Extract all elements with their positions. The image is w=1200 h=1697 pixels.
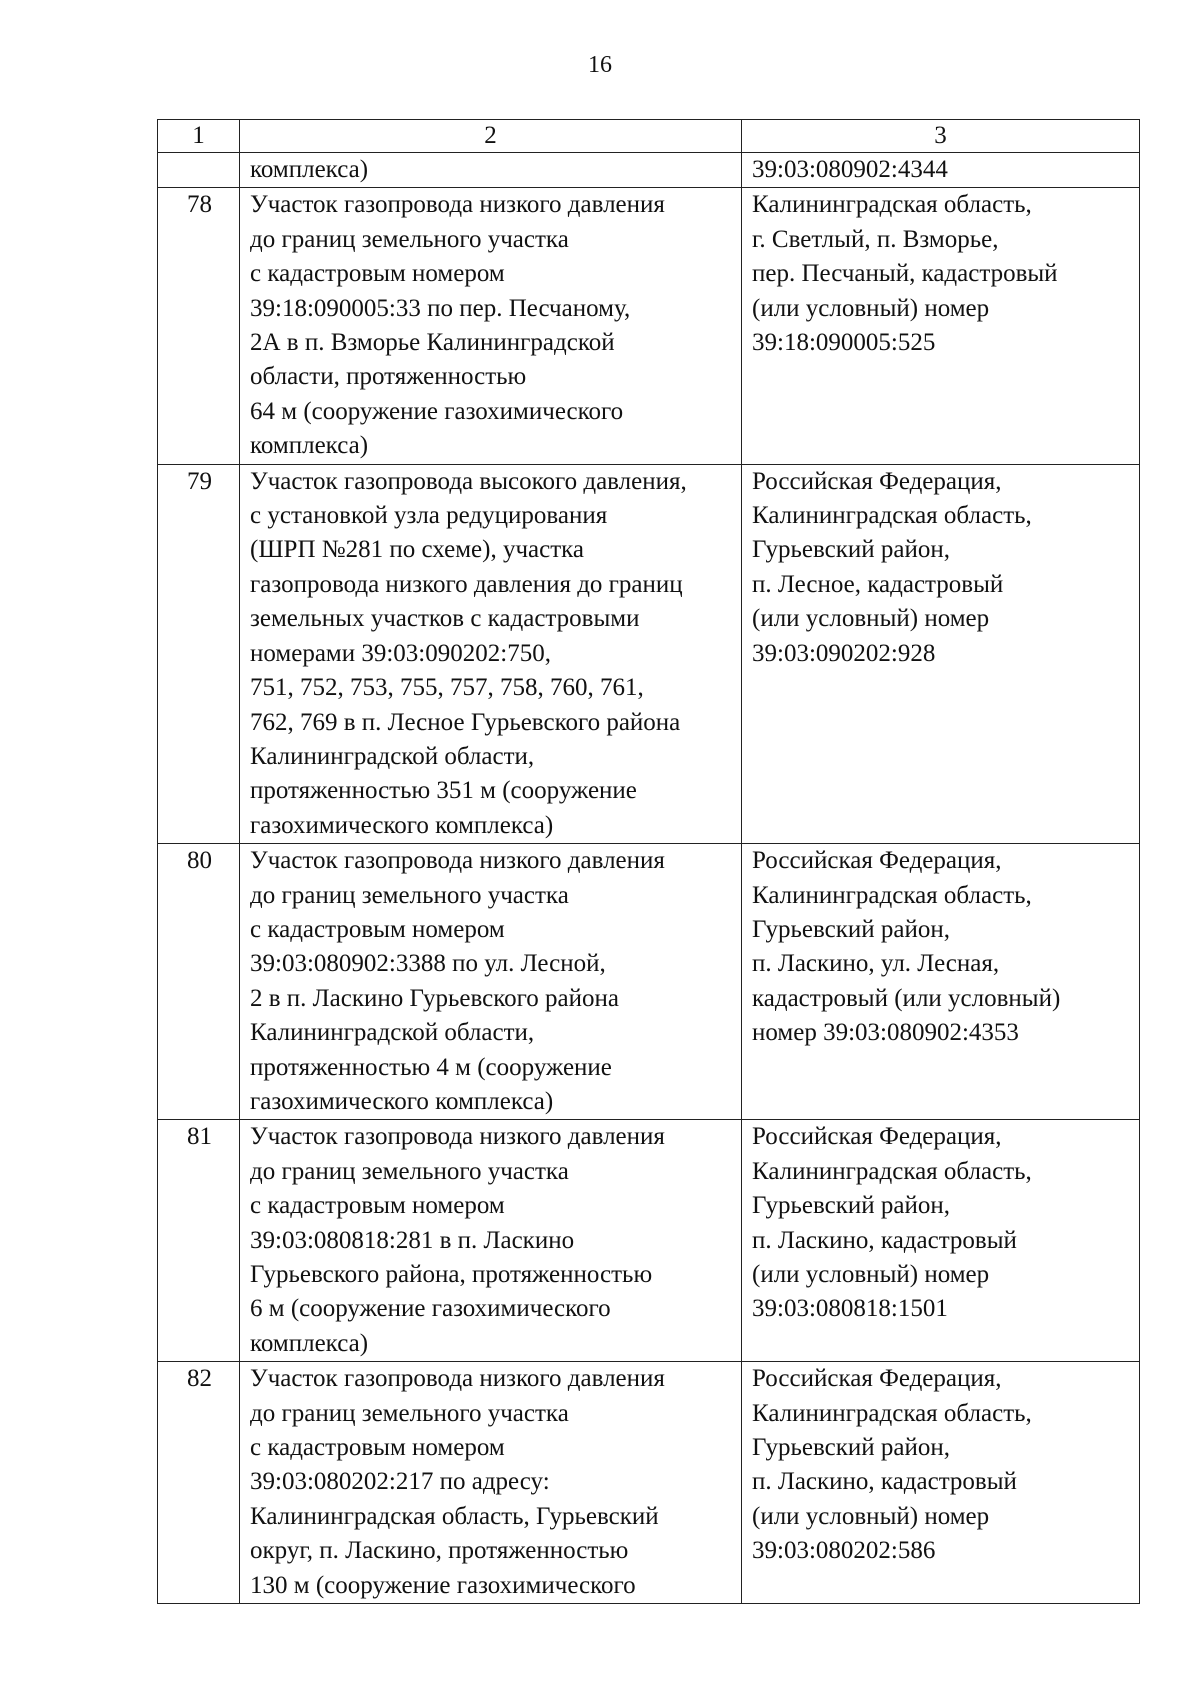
object-description-line: 39:03:080202:217 по адресу:	[250, 1468, 550, 1496]
object-address-line: Гурьевский район,	[752, 536, 951, 564]
object-description-line: Участок газопровода высокого давления,	[250, 467, 687, 495]
row-number: 79	[158, 464, 240, 843]
column-header-2: 2	[240, 120, 742, 153]
row-number: 81	[158, 1120, 240, 1362]
row-number	[158, 153, 240, 188]
object-description-line: Участок газопровода низкого давления	[250, 847, 665, 875]
object-description-line: до границ земельного участка	[250, 881, 569, 909]
table-body	[158, 153, 1140, 1604]
object-description-line: с кадастровым номером	[250, 1192, 505, 1220]
object-description-line: до границ земельного участка	[250, 1399, 569, 1427]
object-address	[742, 464, 1140, 843]
table-header-row	[158, 120, 1140, 153]
object-description-line: протяженностью 4 м (сооружение	[250, 1053, 612, 1081]
object-address	[742, 1120, 1140, 1362]
object-description-line: округ, п. Ласкино, протяженностью	[250, 1537, 629, 1565]
table-row	[158, 1120, 1140, 1362]
object-description	[240, 153, 742, 188]
object-description-line: комплекса)	[250, 1329, 369, 1357]
object-description-line: Калининградской области,	[250, 742, 535, 770]
object-address	[742, 844, 1140, 1120]
object-address-line: п. Ласкино, кадастровый	[752, 1226, 1017, 1254]
object-address-line: Российская Федерация,	[752, 1123, 1002, 1151]
object-description-line: Калининградская область, Гурьевский	[250, 1502, 659, 1530]
object-address-line: Калининградская область,	[752, 191, 1032, 219]
row-number: 82	[158, 1362, 240, 1604]
object-address-line: Калининградская область,	[752, 881, 1032, 909]
table-row	[158, 153, 1140, 188]
object-address-line: 39:03:080818:1501	[752, 1295, 948, 1323]
object-description-line: Калининградской области,	[250, 1019, 535, 1047]
object-description-line: протяженностью 351 м (сооружение	[250, 777, 637, 805]
register-table	[157, 119, 1140, 1604]
page-number: 16	[588, 52, 612, 78]
object-description-line: 39:18:090005:33 по пер. Песчаному,	[250, 294, 631, 322]
object-address-line: Гурьевский район,	[752, 1434, 951, 1462]
object-address	[742, 188, 1140, 464]
object-address-line: Российская Федерация,	[752, 847, 1002, 875]
object-description-line: (ШРП №281 по схеме), участка	[250, 536, 585, 564]
object-address-line: 39:18:090005:525	[752, 329, 936, 357]
object-description-line: с кадастровым номером	[250, 915, 505, 943]
object-description-line: газохимического комплекса)	[250, 1087, 554, 1115]
object-description-line: земельных участков с кадастровыми	[250, 605, 640, 633]
object-address-line: Гурьевский район,	[752, 915, 951, 943]
object-address-line: 39:03:090202:928	[752, 639, 936, 667]
object-description-line: Участок газопровода низкого давления	[250, 191, 665, 219]
object-description-line: до границ земельного участка	[250, 1157, 569, 1185]
object-address-line: пер. Песчаный, кадастровый	[752, 260, 1058, 288]
object-address-line: номер 39:03:080902:4353	[752, 1019, 1019, 1047]
object-address-line: Калининградская область,	[752, 502, 1032, 530]
object-description-line: 39:03:080818:281 в п. Ласкино	[250, 1226, 575, 1254]
object-description-line: с установкой узла редуцирования	[250, 502, 608, 530]
row-number: 80	[158, 844, 240, 1120]
object-description-line: до границ земельного участка	[250, 225, 569, 253]
object-description-line: Участок газопровода низкого давления	[250, 1365, 665, 1393]
object-address-line: п. Ласкино, кадастровый	[752, 1468, 1017, 1496]
object-description-line: Участок газопровода низкого давления	[250, 1123, 665, 1151]
table-row	[158, 188, 1140, 464]
object-description-line: 762, 769 в п. Лесное Гурьевского района	[250, 708, 681, 736]
object-address-line: Российская Федерация,	[752, 467, 1002, 495]
object-description-line: с кадастровым номером	[250, 1434, 505, 1462]
object-address-line: 39:03:080202:586	[752, 1537, 936, 1565]
object-description-line: газопровода низкого давления до границ	[250, 570, 683, 598]
object-address	[742, 153, 1140, 188]
object-address-line: 39:03:080902:4344	[752, 156, 948, 183]
object-address-line: г. Светлый, п. Взморье,	[752, 225, 999, 253]
object-description-line: с кадастровым номером	[250, 260, 505, 288]
object-address-line: п. Лесное, кадастровый	[752, 570, 1004, 598]
object-address-line: (или условный) номер	[752, 605, 990, 633]
object-address-line: Калининградская область,	[752, 1157, 1032, 1185]
table-row	[158, 1362, 1140, 1604]
column-header-1: 1	[158, 120, 240, 153]
object-description-line: 2 в п. Ласкино Гурьевского района	[250, 984, 619, 1012]
table-row	[158, 464, 1140, 843]
object-description-line: 130 м (сооружение газохимического	[250, 1571, 636, 1599]
object-address-line: кадастровый (или условный)	[752, 984, 1061, 1012]
object-address-line: (или условный) номер	[752, 1502, 990, 1530]
object-description-line: Гурьевского района, протяженностью	[250, 1261, 653, 1288]
object-description	[240, 188, 742, 464]
object-description-line: 64 м (сооружение газохимического	[250, 397, 624, 425]
object-description-line: 751, 752, 753, 755, 757, 758, 760, 761,	[250, 674, 644, 702]
object-description-line: газохимического комплекса)	[250, 811, 554, 839]
object-description-line: 2А в п. Взморье Калининградской	[250, 329, 615, 357]
object-address-line: п. Ласкино, ул. Лесная,	[752, 950, 1000, 978]
object-address	[742, 1362, 1140, 1604]
object-description-line: области, протяженностью	[250, 363, 527, 391]
object-address-line: Гурьевский район,	[752, 1192, 951, 1220]
object-description-line: комплекса)	[250, 156, 369, 183]
row-number: 78	[158, 188, 240, 464]
object-description-line: 6 м (сооружение газохимического	[250, 1295, 611, 1323]
object-description-line: 39:03:080902:3388 по ул. Лесной,	[250, 950, 606, 978]
object-address-line: Российская Федерация,	[752, 1365, 1002, 1393]
object-description	[240, 464, 742, 843]
object-address-line: (или условный) номер	[752, 1261, 990, 1288]
object-description-line: комплекса)	[250, 432, 369, 460]
object-address-line: Калининградская область,	[752, 1399, 1032, 1427]
object-description	[240, 1120, 742, 1362]
object-description	[240, 1362, 742, 1604]
table-row	[158, 844, 1140, 1120]
column-header-3: 3	[742, 120, 1140, 153]
object-description-line: номерами 39:03:090202:750,	[250, 639, 551, 667]
object-address-line: (или условный) номер	[752, 294, 990, 322]
object-description	[240, 844, 742, 1120]
